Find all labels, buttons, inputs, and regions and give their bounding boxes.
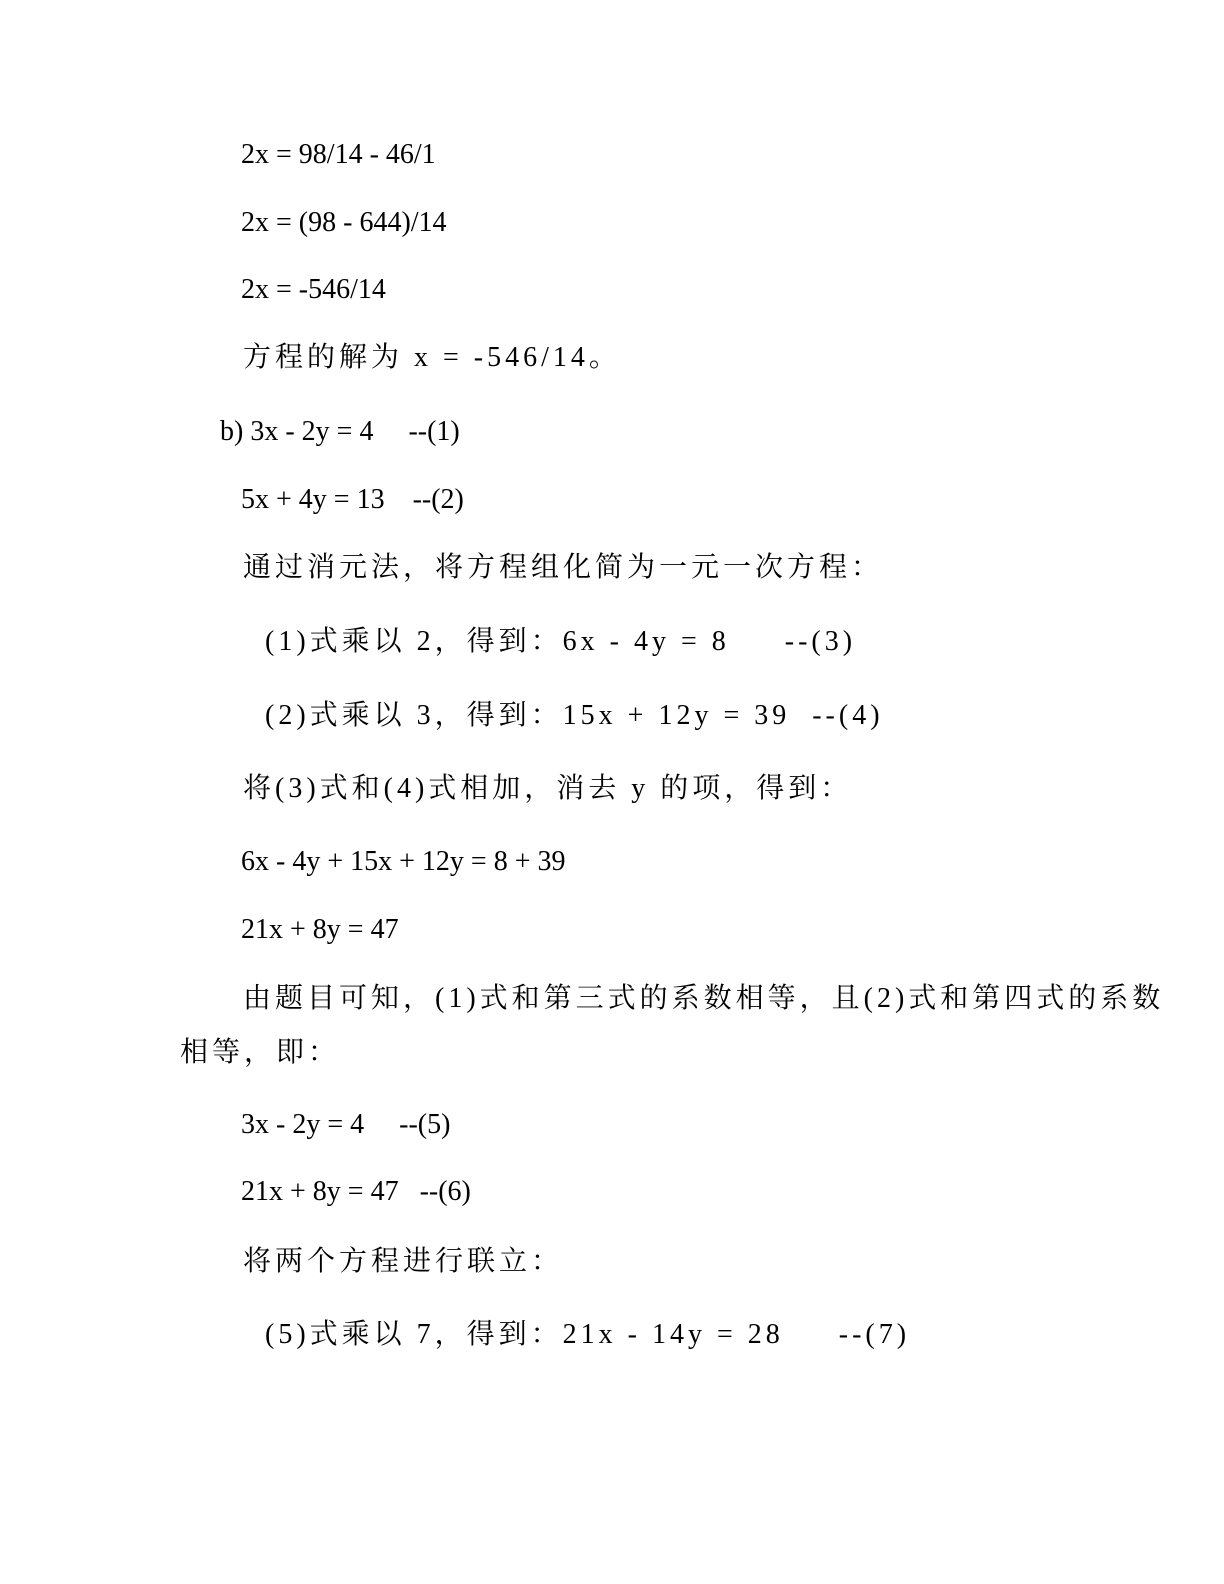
equation-line: 3x - 2y = 4 --(5) (241, 1109, 451, 1140)
equation-line: 2x = (98 - 644)/14 (241, 207, 447, 238)
paragraph-line: 相等，即： (180, 1037, 341, 1068)
step-statement: 将(3)式和(4)式相加，消去 y 的项，得到： (243, 773, 853, 804)
solution-statement: 方程的解为 x = -546/14。 (243, 342, 621, 373)
equation-line: 5x + 4y = 13 --(2) (241, 484, 464, 515)
equation-line: b) 3x - 2y = 4 --(1) (220, 416, 460, 447)
equation-line: 2x = 98/14 - 46/1 (241, 139, 436, 170)
paragraph-line: 由题目可知，(1)式和第三式的系数相等，且(2)式和第四式的系数 (243, 983, 1165, 1014)
step-line: (5)式乘以 7，得到：21x - 14y = 28 --(7) (265, 1319, 911, 1350)
step-line: (2)式乘以 3，得到：15x + 12y = 39 --(4) (265, 700, 884, 731)
step-statement: 将两个方程进行联立： (243, 1246, 564, 1277)
step-line: (1)式乘以 2，得到：6x - 4y = 8 --(3) (265, 626, 857, 657)
equation-line: 21x + 8y = 47 (241, 914, 399, 945)
equation-line: 2x = -546/14 (241, 274, 386, 305)
method-statement: 通过消元法，将方程组化简为一元一次方程： (243, 552, 884, 583)
equation-line: 21x + 8y = 47 --(6) (241, 1176, 471, 1207)
equation-line: 6x - 4y + 15x + 12y = 8 + 39 (241, 846, 566, 877)
